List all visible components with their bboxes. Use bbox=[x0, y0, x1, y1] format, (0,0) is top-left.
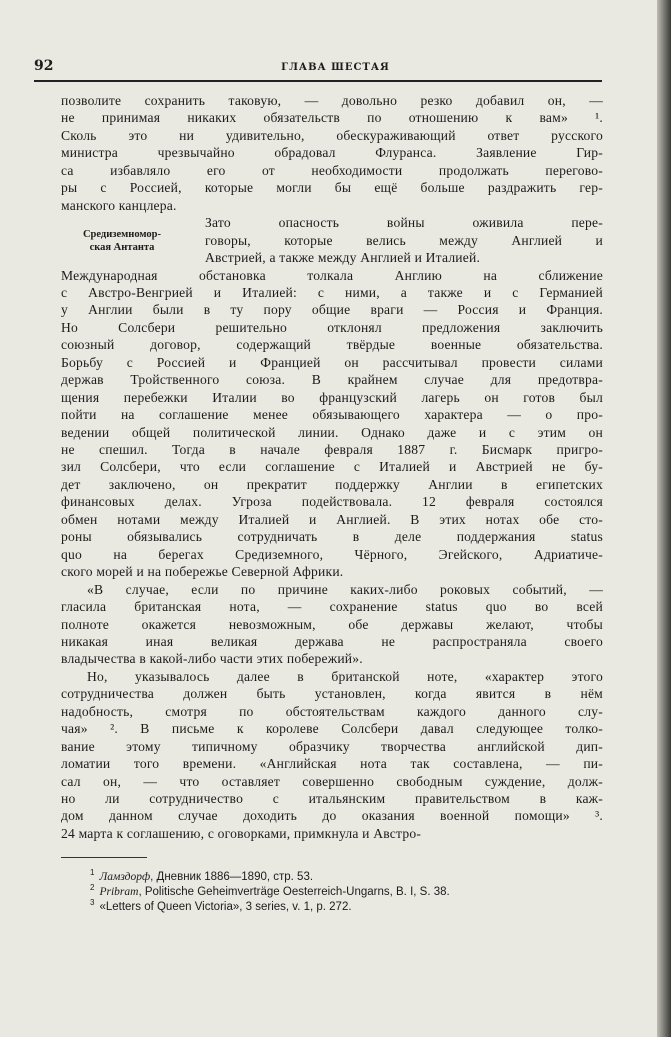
footnote-mark: 1 bbox=[90, 868, 95, 877]
header-rule bbox=[34, 80, 602, 82]
text-line: «В случае, если по причине каких-либо роковых событий, — bbox=[87, 581, 603, 597]
text-line: сал он, — что оставляет совершенно свободным суждение, долж- bbox=[61, 773, 603, 789]
text-line: дет заключено, он прекратит поддержку Англии в египетских bbox=[61, 476, 603, 492]
text-line: 24 марта к соглашению, с оговорками, примкнула и Австро- bbox=[61, 825, 422, 841]
text-line: надобность, смотря по обстоятельствам каждого данного слу- bbox=[61, 703, 603, 719]
page-number: 92 bbox=[34, 58, 54, 74]
text-line: ры с Россией, которые могли бы ещё больше раздражить гер- bbox=[61, 180, 603, 196]
footnote-mark: 2 bbox=[90, 883, 95, 892]
text-line: Сколь это ни удивительно, обескураживающий ответ русского bbox=[61, 127, 603, 143]
text-line: обмен нотами между Италией и Англией. В этих нотах обе сто- bbox=[61, 511, 603, 527]
text-line: вание этому типичному образчику творчества английской дип- bbox=[61, 738, 603, 754]
text-line: не спешил. Тогда в начале февраля 1887 г. Бисмарк пригро- bbox=[61, 442, 603, 457]
text-line: держав Тройственного союза. В крайнем случае для предотвра- bbox=[61, 372, 603, 388]
text-line: роны обязывались сотрудничать в деле поддержания status bbox=[61, 529, 603, 545]
text-line: чая» ². В письме к королеве Солсбери давал следующее толко- bbox=[61, 721, 603, 737]
text-line: ского морей и на побережье Северной Африки. bbox=[61, 564, 344, 580]
running-header: ГЛАВА ШЕСТАЯ bbox=[281, 62, 390, 73]
margin-note-line: ская Антанта bbox=[89, 241, 155, 253]
text-line: никакая иная великая держава не распространяла своего bbox=[61, 633, 603, 649]
text-line: полноте окажется невозможным, обе державы желают, чтобы bbox=[61, 616, 603, 632]
text-line: гласила британская нота, — сохранение status quo во всей bbox=[61, 599, 603, 615]
footnote-author: Pribram bbox=[99, 885, 139, 898]
page-edge-shadow bbox=[657, 0, 671, 1037]
footnote-3 bbox=[90, 896, 352, 914]
text-line: позволите сохранить таковую, — довольно резко добавил он, — bbox=[61, 93, 603, 108]
footnote-mark: 3 bbox=[90, 898, 95, 907]
margin-note bbox=[62, 228, 182, 254]
text-line: союзный договор, содержащий твёрдые военные обязательства. bbox=[61, 337, 603, 353]
footnote-text: «Letters of Queen Victoria», 3 series, v. 1, p. 272. bbox=[99, 900, 352, 913]
text-line: са избавляло его от необходимости продолжать перегово- bbox=[61, 162, 603, 178]
footnote-text: , Дневник 1886—1890, стр. 53. bbox=[150, 870, 314, 883]
text-line: ведении общей политической линии. Однако даже и с этим он bbox=[61, 424, 603, 440]
text-line: владычества в какой-либо части этих побережий». bbox=[61, 651, 363, 667]
text-line: quo на берегах Средиземного, Чёрного, Эгейского, Адриатиче- bbox=[61, 546, 603, 562]
text-line: у Англии были в ту пору общие враги — Россия и Франция. bbox=[61, 302, 603, 318]
text-line: но ли сотрудничество с итальянским правительством в каж- bbox=[61, 791, 603, 806]
footnote-rule bbox=[61, 857, 147, 858]
text-line: ломатии того времени. «Английская нота так составлена, — пи- bbox=[61, 756, 603, 772]
text-line: щения перебежки Италии во французский лагерь он готов был bbox=[61, 389, 603, 405]
text-line: зил Солсбери, что если соглашение с Италией и Австрией не бу- bbox=[61, 459, 603, 475]
text-line: Но Солсбери решительно отклонял предложения заключить bbox=[61, 319, 603, 335]
text-line: министра чрезвычайно обрадовал Флуранса. Заявление Гир- bbox=[61, 145, 603, 161]
text-line: Зато опасность войны оживила пере- bbox=[205, 215, 603, 231]
footnote-text: , Politische Geheimverträge Oesterreich-Ungarns, B. I, S. 38. bbox=[138, 885, 450, 898]
text-line: пойти на соглашение менее обязывающего характера — о про- bbox=[61, 407, 603, 423]
text-line: не принимая никаких обязательств по отношению к вам» ¹. bbox=[61, 110, 603, 126]
text-line: манского канцлера. bbox=[61, 197, 177, 213]
text-line: Но, указывалось далее в британской ноте, «характер этого bbox=[87, 668, 603, 684]
text-line: сотрудничества должен быть установлен, когда явится в нём bbox=[61, 686, 603, 702]
text-line: Международная обстановка толкала Англию на сближение bbox=[61, 267, 603, 283]
text-line: говоры, которые велись между Англией и bbox=[205, 232, 603, 248]
text-line: с Австро-Венгрией и Италией: с ними, а также и с Германией bbox=[61, 284, 603, 300]
footnote-author: Ламздорф bbox=[99, 870, 151, 883]
text-line: Борьбу с Россией и Францией он рассчитывал провести силами bbox=[61, 354, 603, 370]
text-line: Австрией, а также между Англией и Италией. bbox=[205, 250, 481, 266]
margin-note-line: Средиземномор- bbox=[82, 228, 162, 240]
text-line: дом данном случае доходить до оказания военной помощи» ³. bbox=[61, 808, 603, 824]
text-line: финансовых делах. Угроза подействовала. 12 февраля состоялся bbox=[61, 494, 603, 510]
